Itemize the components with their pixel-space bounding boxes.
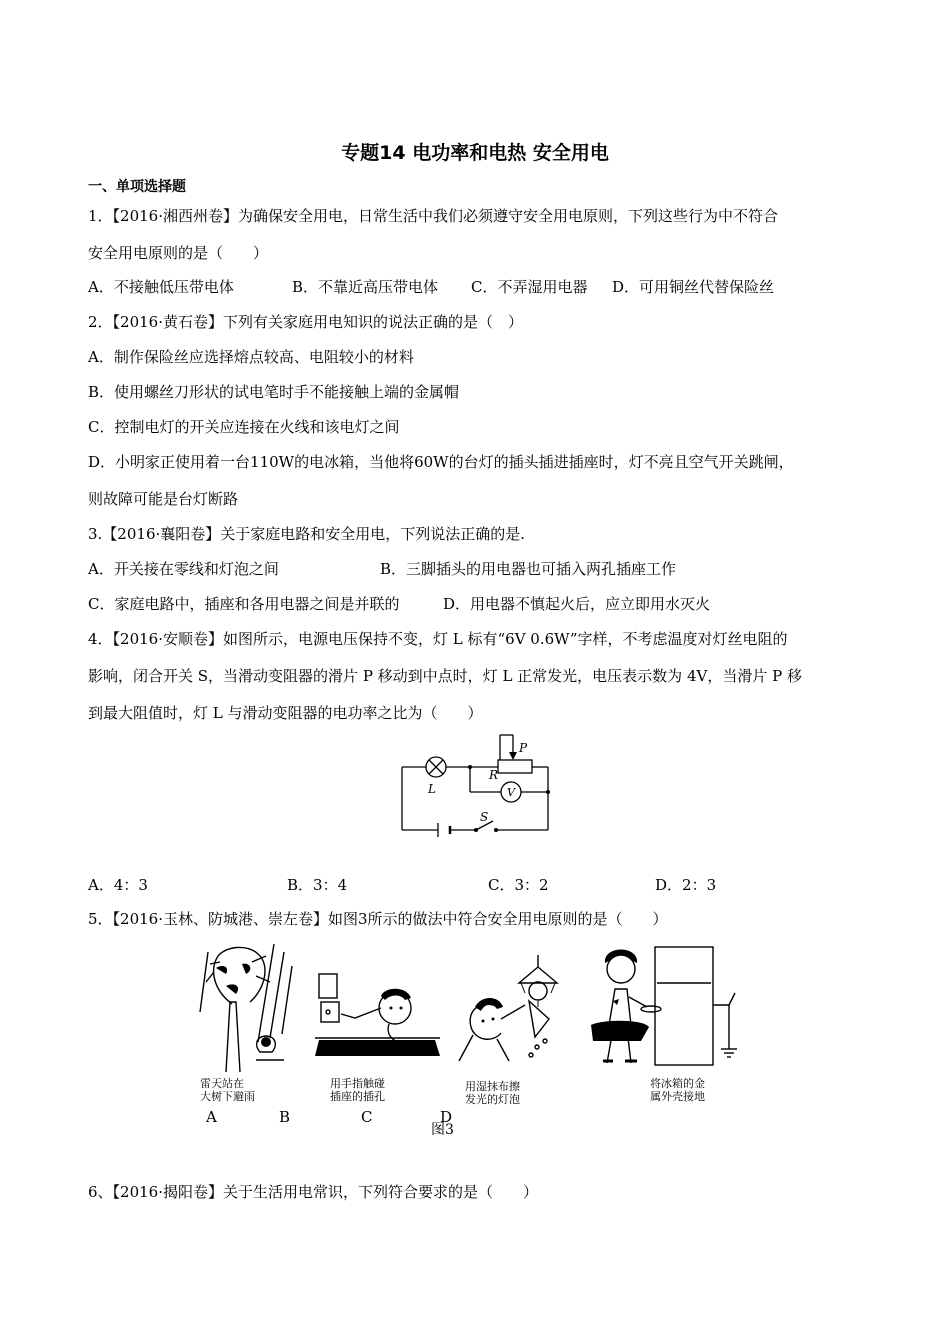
caption-a-line2: 大树下避雨 [200, 1090, 255, 1103]
label-v: V [507, 786, 515, 799]
q4-stem-line1: 4．【2016·安顺卷】如图所示，电源电压保持不变，灯 L 标有“6V 0.6W”字样，不考虑温度对灯丝电阻的 [88, 630, 788, 648]
picture-letter-c: C [361, 1108, 373, 1126]
caption-a-line1: 雷天站在 [200, 1077, 244, 1090]
label-p: P [519, 741, 528, 755]
caption-b [330, 1077, 385, 1103]
q1-option-a: A．不接触低压带电体 [88, 278, 234, 296]
picture-letter-b: B [279, 1108, 291, 1126]
q1-option-b: B．不靠近高压带电体 [292, 278, 439, 296]
q1-stem-line1: 1．【2016·湘西州卷】为确保安全用电，日常生活中我们必须遵守安全用电原则，下列这些行为中不符合 [88, 207, 778, 225]
q4-option-c: C．3：2 [488, 876, 549, 894]
q4-option-b: B．3：4 [287, 876, 348, 894]
q2-option-d-line1: D．小明家正使用着一台110W的电冰箱，当他将60W的台灯的插头插进插座时，灯不亮且空气开关跳闸， [88, 453, 794, 471]
q3-option-c: C．家庭电路中，插座和各用电器之间是并联的 [88, 595, 400, 613]
slider-arrow [509, 752, 517, 760]
caption-c-line1: 用湿抹布擦 [465, 1080, 520, 1093]
q2-option-a: A．制作保险丝应选择熔点较高、电阻较小的材料 [88, 348, 414, 366]
q3-option-b: B．三脚插头的用电器也可插入两孔插座工作 [380, 560, 677, 578]
q3-stem: 3.【2016·襄阳卷】关于家庭电路和安全用电，下列说法正确的是. [88, 525, 526, 543]
q2-option-c: C．控制电灯的开关应连接在火线和该电灯之间 [88, 418, 400, 436]
q5-stem: 5．【2016·玉林、防城港、崇左卷】如图3所示的做法中符合安全用电原则的是（ ） [88, 910, 668, 928]
circuit-diagram [390, 730, 560, 838]
section-heading: 一、单项选择题 [88, 179, 186, 195]
q1-option-d: D．可用铜丝代替保险丝 [612, 278, 775, 296]
caption-b-line1: 用手指触碰 [330, 1077, 385, 1090]
page-title: 专题14 电功率和电热 安全用电 [341, 142, 609, 164]
caption-d [650, 1077, 705, 1103]
q4-option-a: A．4：3 [88, 876, 148, 894]
q4-stem-line2: 影响，闭合开关 S，当滑动变阻器的滑片 P 移动到中点时，灯 L 正常发光，电压表示数为 4V，当滑片 P 移 [88, 667, 802, 685]
picture-letter-a: A [206, 1108, 217, 1126]
caption-a [200, 1077, 255, 1103]
q1-option-c: C．不弄湿用电器 [471, 278, 588, 296]
figure-label: 图3 [431, 1122, 454, 1138]
q2-option-d-line2: 则故障可能是台灯断路 [88, 490, 239, 508]
q1-stem-line2: 安全用电原则的是（ ） [88, 244, 269, 262]
caption-c-line2: 发光的灯泡 [465, 1093, 520, 1106]
picture-d-grounded-fridge [583, 945, 748, 1070]
caption-b-line2: 插座的插孔 [330, 1090, 385, 1103]
picture-c-wiping-lamp [453, 955, 568, 1065]
label-s: S [480, 810, 489, 824]
picture-letter-d: D [440, 1108, 453, 1126]
resistor [498, 760, 532, 773]
caption-d-line1: 将冰箱的金 [650, 1077, 705, 1090]
caption-d-line2: 属外壳接地 [650, 1090, 705, 1103]
q2-stem: 2．【2016·黄石卷】下列有关家庭用电知识的说法正确的是（ ） [88, 313, 523, 331]
q6-stem: 6、【2016·揭阳卷】关于生活用电常识，下列符合要求的是（ ） [88, 1183, 538, 1201]
q4-option-d: D．2：3 [655, 876, 717, 894]
q3-option-a: A．开关接在零线和灯泡之间 [88, 560, 279, 578]
q2-option-b: B．使用螺丝刀形状的试电笔时手不能接触上端的金属帽 [88, 383, 460, 401]
q4-stem-line3: 到最大阻值时，灯 L 与滑动变阻器的电功率之比为（ ） [88, 704, 483, 722]
picture-b-child-socket [315, 968, 440, 1058]
q3-option-d: D．用电器不慎起火后，应立即用水灭火 [443, 595, 711, 613]
caption-c [465, 1080, 520, 1106]
label-l: L [428, 782, 436, 796]
picture-a-tree-in-storm [196, 942, 306, 1074]
label-r: R [489, 768, 499, 782]
